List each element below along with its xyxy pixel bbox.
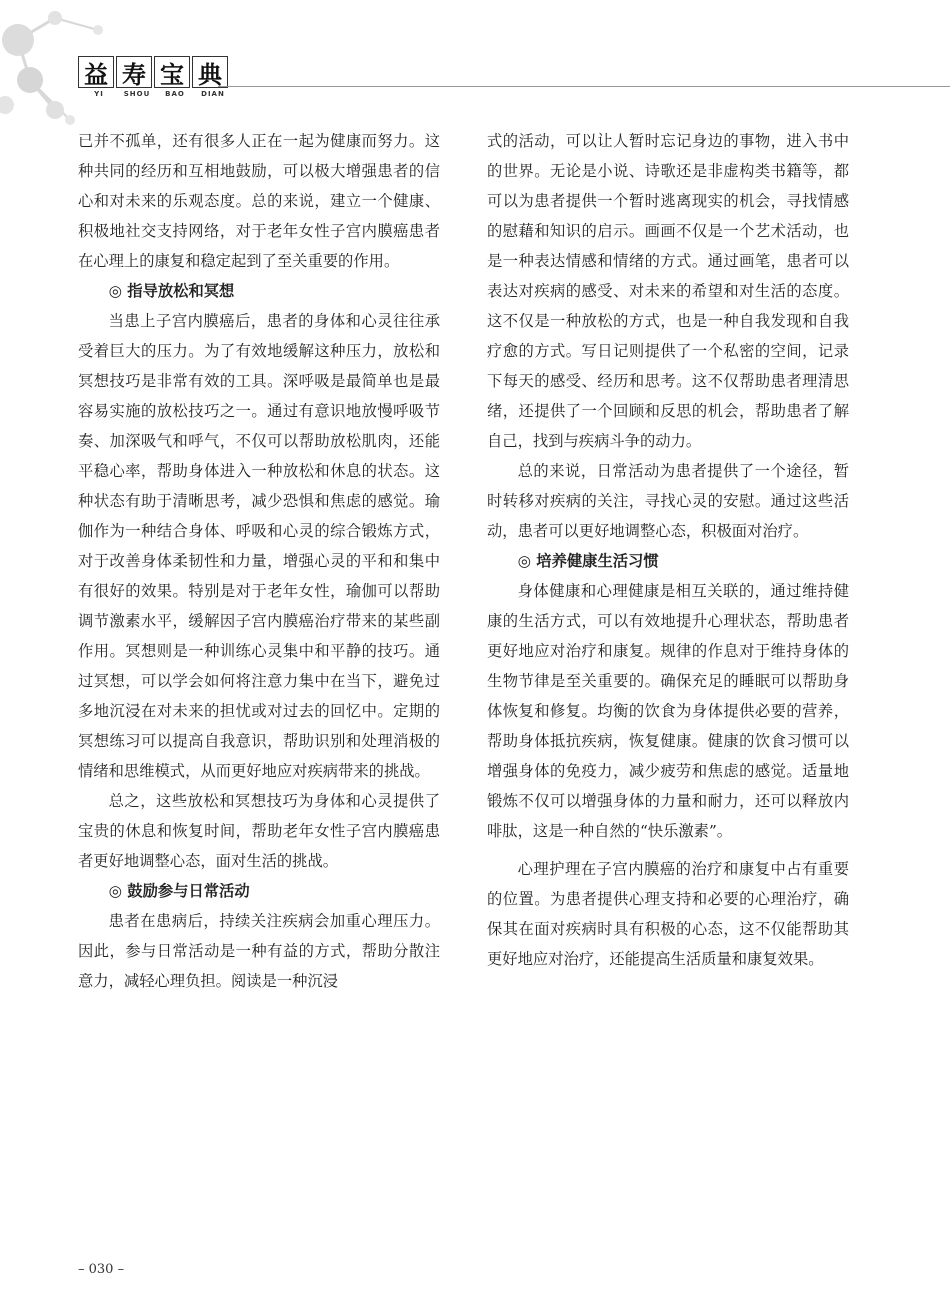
paragraph: 已并不孤单，还有很多人正在一起为健康而努力。这种共同的经历和互相地鼓励，可以极大增强患者的信心和对未来的乐观态度。总的来说，建立一个健康、积极地社交支持网络，对于老年女性子宫内膜癌患者在心理上的康复和稳定起到了至关重要的作用。	[78, 132, 440, 270]
spacer	[487, 846, 849, 854]
paragraph: 式的活动，可以让人暂时忘记身边的事物，进入书中的世界。无论是小说、诗歌还是非虚构类书籍等，都可以为患者提供一个暂时逃离现实的机会，寻找情感的慰藉和知识的启示。画画不仅是一个艺术活动，也是一种表达情感和情绪的方式。通过画笔，患者可以表达对疾病的感受、对未来的希望和对生活的态度。这不仅是一种放松的方式，也是一种自我发现和自我疗愈的方式。写日记则提供了一个私密的空间，记录下每天的感受、经历和思考。这不仅帮助患者理清思绪，还提供了一个回顾和反思的机会，帮助患者了解自己，找到与疾病斗争的动力。	[487, 132, 849, 450]
section-heading: ◎ 鼓励参与日常活动	[108, 882, 250, 900]
pinyin-syllable: DIAN	[201, 90, 225, 98]
section-heading: ◎ 指导放松和冥想	[108, 282, 235, 300]
pinyin-syllable: BAO	[165, 90, 185, 98]
left-column	[78, 126, 440, 996]
pinyin-syllable: YI	[94, 90, 104, 98]
logo-char: 典	[192, 56, 228, 88]
page-number: – 030 –	[78, 1262, 125, 1277]
section-heading: ◎ 培养健康生活习惯	[517, 552, 659, 570]
logo-pinyin	[80, 90, 232, 98]
paragraph: 当患上子宫内膜癌后，患者的身体和心灵往往承受着巨大的压力。为了有效地缓解这种压力，放松和冥想技巧是非常有效的工具。深呼吸是最简单也是最容易实施的放松技巧之一。通过有意识地放慢呼吸节奏、加深吸气和呼气，不仅可以帮助放松肌肉，还能平稳心率，帮助身体进入一种放松和休息的状态。这种状态有助于清晰思考，减少恐惧和焦虑的感觉。瑜伽作为一种结合身体、呼吸和心灵的综合锻炼方式，对于改善身体柔韧性和力量，增强心灵的平和和集中有很好的效果。特别是对于老年女性，瑜伽可以帮助调节激素水平，缓解因子宫内膜癌治疗带来的某些副作用。冥想则是一种训练心灵集中和平静的技巧。通过冥想，可以学会如何将注意力集中在当下，避免过多地沉浸在对未来的担忧或对过去的回忆中。定期的冥想练习可以提高自我意识，帮助识别和处理消极的情绪和思维模式，从而更好地应对疾病带来的挑战。	[78, 312, 440, 780]
paragraph: 身体健康和心理健康是相互关联的，通过维持健康的生活方式，可以有效地提升心理状态，帮助患者更好地应对治疗和康复。规律的作息对于维持身体的生物节律是至关重要的。确保充足的睡眠可以帮助身体恢复和修复。均衡的饮食为身体提供必要的营养，帮助身体抵抗疾病，恢复健康。健康的饮食习惯可以增强身体的免疫力，减少疲劳和焦虑的感觉。适量地锻炼不仅可以增强身体的力量和耐力，还可以释放内啡肽，这是一种自然的“快乐激素”。	[487, 582, 849, 840]
paragraph: 总的来说，日常活动为患者提供了一个途径，暂时转移对疾病的关注，寻找心灵的安慰。通过这些活动，患者可以更好地调整心态，积极面对治疗。	[487, 462, 849, 540]
magazine-logo	[78, 56, 230, 88]
paragraph: 总之，这些放松和冥想技巧为身体和心灵提供了宝贵的休息和恢复时间，帮助老年女性子宫内膜癌患者更好地调整心态，面对生活的挑战。	[78, 792, 440, 870]
logo-char: 益	[78, 56, 114, 88]
logo-char: 寿	[116, 56, 152, 88]
header-divider	[218, 86, 950, 87]
right-column	[487, 126, 849, 974]
paragraph: 心理护理在子宫内膜癌的治疗和康复中占有重要的位置。为患者提供心理支持和必要的心理治疗，确保其在面对疾病时具有积极的心态，这不仅能帮助其更好地应对治疗，还能提高生活质量和康复效果。	[487, 860, 849, 968]
paragraph: 患者在患病后，持续关注疾病会加重心理压力。因此，参与日常活动是一种有益的方式，帮助分散注意力，减轻心理负担。阅读是一种沉浸	[78, 912, 440, 990]
pinyin-syllable: SHOU	[123, 90, 151, 98]
logo-char: 宝	[154, 56, 190, 88]
